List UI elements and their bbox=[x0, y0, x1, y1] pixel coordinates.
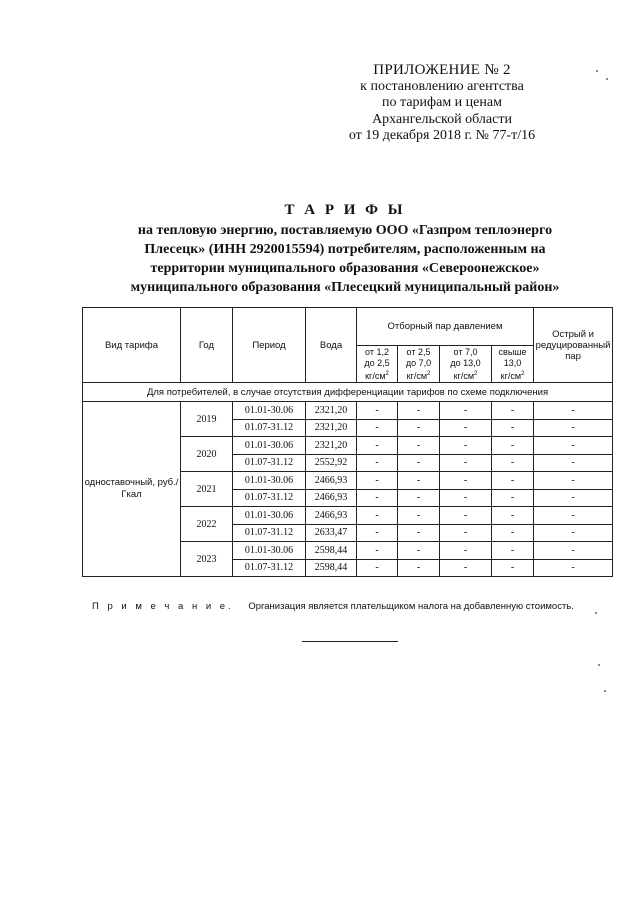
title-main: Т А Р И Ф Ы bbox=[284, 202, 406, 218]
scan-speck bbox=[596, 70, 598, 72]
footnote-text: Организация является плательщиком налога на добавленную стоимость. bbox=[248, 601, 574, 612]
dash-cell: - bbox=[534, 454, 613, 472]
header-year: Год bbox=[181, 308, 233, 383]
dash-cell: - bbox=[357, 454, 398, 472]
dash-cell: - bbox=[398, 559, 440, 577]
dash-cell: - bbox=[440, 542, 492, 560]
dash-cell: - bbox=[398, 542, 440, 560]
year-cell: 2021 bbox=[181, 472, 233, 507]
dash-cell: - bbox=[440, 507, 492, 525]
title-line: муниципального образования «Плесецкий муниципальный район» bbox=[130, 280, 560, 295]
dash-cell: - bbox=[357, 437, 398, 455]
dash-cell: - bbox=[492, 507, 534, 525]
dash-cell: - bbox=[492, 419, 534, 437]
header-pressure-4 bbox=[492, 346, 534, 383]
period-cell: 01.01-30.06 bbox=[233, 472, 306, 490]
pressure-top: от 7,0 bbox=[453, 346, 478, 357]
dash-cell: - bbox=[357, 507, 398, 525]
dash-cell: - bbox=[440, 437, 492, 455]
dash-cell: - bbox=[357, 524, 398, 542]
dash-cell: - bbox=[398, 419, 440, 437]
dash-cell: - bbox=[534, 419, 613, 437]
period-cell: 01.07-31.12 bbox=[233, 524, 306, 542]
pressure-mid: до 7,0 bbox=[405, 357, 432, 368]
footnote-label: П р и м е ч а н и е. bbox=[92, 601, 234, 612]
dash-cell: - bbox=[534, 542, 613, 560]
tariffs-table bbox=[82, 307, 613, 577]
dash-cell: - bbox=[440, 402, 492, 420]
pressure-unit-exp: 2 bbox=[427, 370, 431, 377]
water-cell: 2552,92 bbox=[306, 454, 357, 472]
dash-cell: - bbox=[440, 454, 492, 472]
dash-cell: - bbox=[440, 559, 492, 577]
dash-cell: - bbox=[492, 559, 534, 577]
pressure-unit bbox=[357, 369, 397, 382]
period-cell: 01.01-30.06 bbox=[233, 437, 306, 455]
scan-speck bbox=[598, 664, 600, 666]
water-cell: 2466,93 bbox=[306, 507, 357, 525]
dash-cell: - bbox=[357, 542, 398, 560]
water-cell: 2321,20 bbox=[306, 419, 357, 437]
dash-cell: - bbox=[534, 489, 613, 507]
dash-cell: - bbox=[398, 454, 440, 472]
dash-cell: - bbox=[440, 524, 492, 542]
pressure-unit-text: кг/см bbox=[453, 370, 475, 381]
year-cell: 2019 bbox=[181, 402, 233, 437]
dash-cell: - bbox=[492, 489, 534, 507]
dash-cell: - bbox=[440, 472, 492, 490]
pressure-unit-exp: 2 bbox=[521, 370, 525, 377]
dash-cell: - bbox=[440, 489, 492, 507]
header-water: Вода bbox=[306, 308, 357, 383]
pressure-unit bbox=[398, 369, 439, 382]
water-cell: 2598,44 bbox=[306, 542, 357, 560]
period-cell: 01.07-31.12 bbox=[233, 489, 306, 507]
water-cell: 2598,44 bbox=[306, 559, 357, 577]
dash-cell: - bbox=[492, 524, 534, 542]
appendix-line: от 19 декабря 2018 г. № 77-т/16 bbox=[348, 128, 536, 143]
header-pressure-3 bbox=[440, 346, 492, 383]
pressure-unit-text: кг/см bbox=[365, 370, 386, 381]
dash-cell: - bbox=[492, 542, 534, 560]
dash-cell: - bbox=[398, 472, 440, 490]
header-pressure-2 bbox=[398, 346, 440, 383]
pressure-unit bbox=[440, 369, 491, 382]
pressure-top: от 1,2 bbox=[365, 346, 389, 357]
pressure-unit bbox=[492, 369, 533, 382]
period-cell: 01.01-30.06 bbox=[233, 507, 306, 525]
dash-cell: - bbox=[534, 524, 613, 542]
scan-speck bbox=[595, 612, 597, 614]
pressure-mid: 13,0 bbox=[503, 357, 522, 368]
title-line: территории муниципального образования «Североонежское» bbox=[150, 261, 540, 276]
header-tariff-type: Вид тарифа bbox=[83, 308, 181, 383]
scan-speck bbox=[606, 78, 608, 80]
period-cell: 01.07-31.12 bbox=[233, 559, 306, 577]
document-title bbox=[90, 202, 600, 297]
pressure-unit-text: кг/см bbox=[500, 370, 522, 381]
header-sharp-steam: Острый и редуцированный пар bbox=[534, 308, 613, 383]
period-cell: 01.01-30.06 bbox=[233, 542, 306, 560]
dash-cell: - bbox=[440, 419, 492, 437]
period-cell: 01.01-30.06 bbox=[233, 402, 306, 420]
header-steam-group: Отборный пар давлением bbox=[357, 308, 534, 346]
appendix-block bbox=[322, 62, 562, 145]
dash-cell: - bbox=[534, 507, 613, 525]
header-period: Период bbox=[233, 308, 306, 383]
pressure-unit-text: кг/см bbox=[406, 370, 428, 381]
year-cell: 2023 bbox=[181, 542, 233, 577]
dash-cell: - bbox=[357, 472, 398, 490]
dash-cell: - bbox=[492, 472, 534, 490]
dash-cell: - bbox=[357, 559, 398, 577]
table-row bbox=[83, 402, 613, 420]
water-cell: 2466,93 bbox=[306, 472, 357, 490]
footnote bbox=[92, 601, 612, 612]
dash-cell: - bbox=[534, 559, 613, 577]
appendix-line: по тарифам и ценам bbox=[382, 95, 502, 110]
dash-cell: - bbox=[534, 472, 613, 490]
dash-cell: - bbox=[492, 402, 534, 420]
dash-cell: - bbox=[398, 402, 440, 420]
tariff-type-cell: одноставочный, руб./Гкал bbox=[83, 402, 181, 577]
water-cell: 2633,47 bbox=[306, 524, 357, 542]
dash-cell: - bbox=[534, 402, 613, 420]
period-cell: 01.07-31.12 bbox=[233, 419, 306, 437]
pressure-mid: до 2,5 bbox=[364, 357, 390, 368]
water-cell: 2321,20 bbox=[306, 437, 357, 455]
water-cell: 2321,20 bbox=[306, 402, 357, 420]
separator-line bbox=[302, 641, 398, 642]
dash-cell: - bbox=[398, 524, 440, 542]
pressure-unit-exp: 2 bbox=[385, 370, 389, 377]
dash-cell: - bbox=[492, 437, 534, 455]
pressure-top: от 2,5 bbox=[406, 346, 431, 357]
dash-cell: - bbox=[398, 437, 440, 455]
scan-speck bbox=[604, 690, 606, 692]
appendix-heading: ПРИЛОЖЕНИЕ № 2 bbox=[373, 62, 511, 78]
pressure-unit-exp: 2 bbox=[474, 370, 478, 377]
pressure-mid: до 13,0 bbox=[450, 357, 481, 368]
year-cell: 2020 bbox=[181, 437, 233, 472]
title-line: на тепловую энергию, поставляемую ООО «Газпром теплоэнерго bbox=[137, 223, 553, 238]
year-cell: 2022 bbox=[181, 507, 233, 542]
header-pressure-1 bbox=[357, 346, 398, 383]
period-cell: 01.07-31.12 bbox=[233, 454, 306, 472]
dash-cell: - bbox=[357, 402, 398, 420]
appendix-line: к постановлению агентства bbox=[360, 78, 524, 94]
water-cell: 2466,93 bbox=[306, 489, 357, 507]
dash-cell: - bbox=[398, 507, 440, 525]
pressure-top: свыше bbox=[498, 346, 527, 357]
title-line: Плесецк» (ИНН 2920015594) потребителям, расположенным на bbox=[144, 242, 546, 257]
consumer-note-row: Для потребителей, в случае отсутствия дифференциации тарифов по схеме подключения bbox=[83, 383, 613, 402]
dash-cell: - bbox=[534, 437, 613, 455]
dash-cell: - bbox=[492, 454, 534, 472]
dash-cell: - bbox=[357, 419, 398, 437]
dash-cell: - bbox=[357, 489, 398, 507]
dash-cell: - bbox=[398, 489, 440, 507]
appendix-line: Архангельской области bbox=[372, 111, 512, 127]
